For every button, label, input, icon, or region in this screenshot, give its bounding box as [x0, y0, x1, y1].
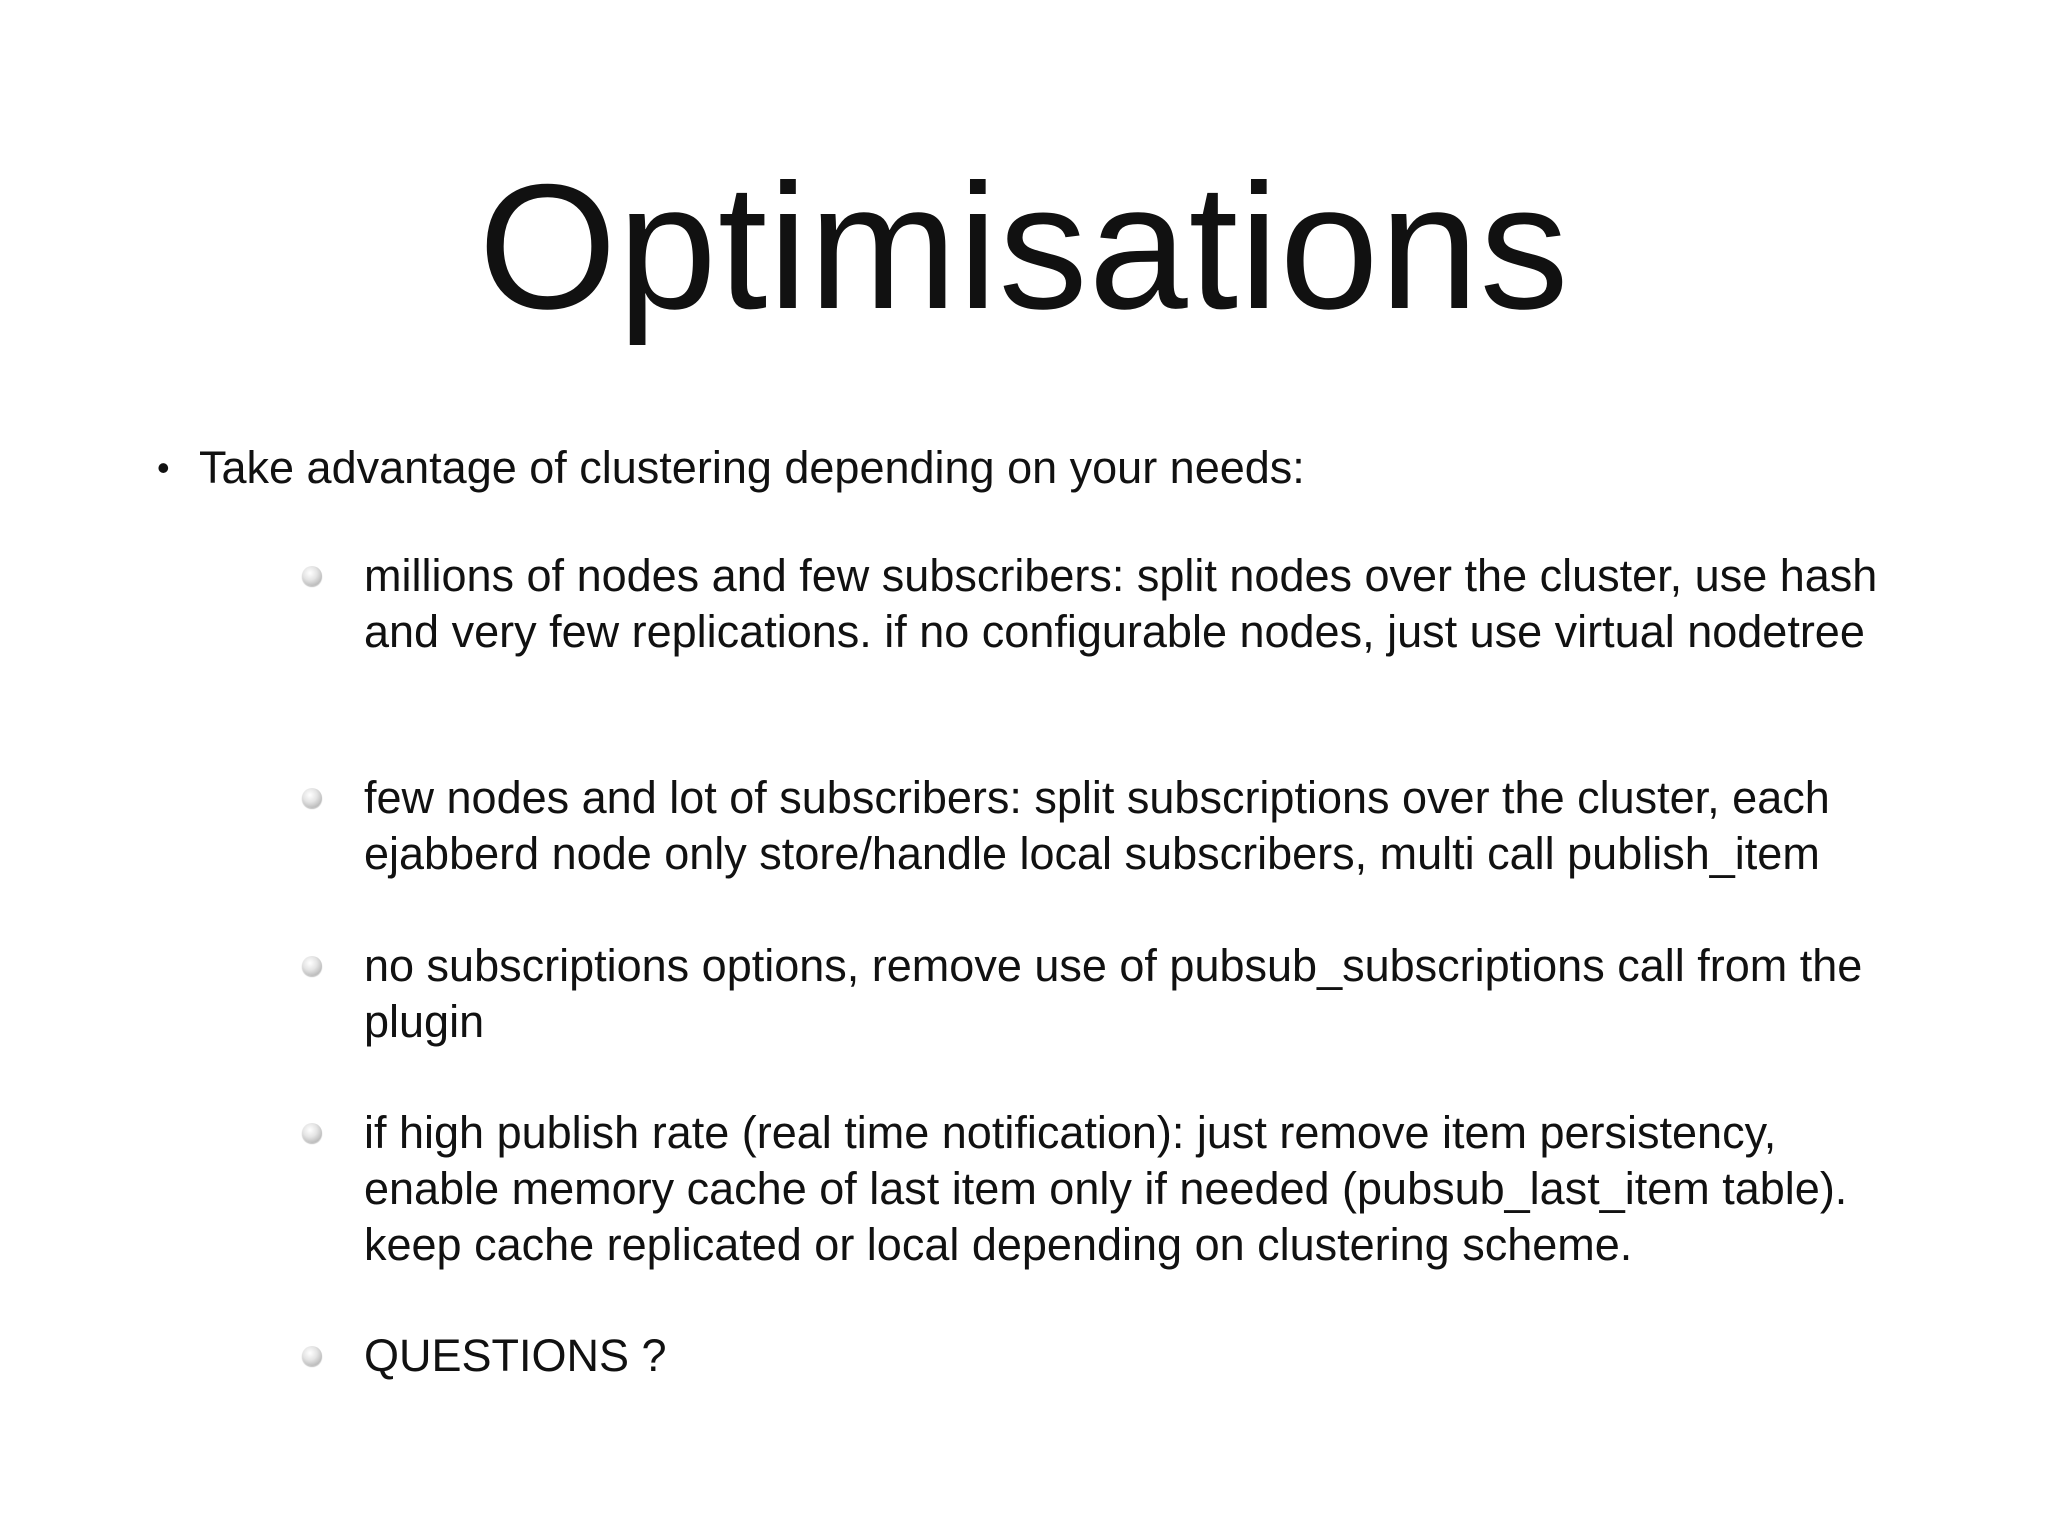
sub-bullet-text: millions of nodes and few subscribers: split nodes over the cluster, use hash and very few replications. if no configurable nodes, just use virtual nodetree	[364, 550, 1878, 657]
slide-title: Optimisations	[478, 147, 1570, 346]
sub-bullet	[302, 1105, 1922, 1273]
sub-bullet-text: few nodes and lot of subscribers: split subscriptions over the cluster, each ejabberd node only store/handle local subscribers, multi call publish_item	[364, 772, 1830, 879]
sub-bullet-text: no subscriptions options, remove use of pubsub_subscriptions call from the plugin	[364, 940, 1863, 1047]
sub-bullet-text: QUESTIONS ?	[364, 1330, 667, 1381]
sub-bullet-text: if high publish rate (real time notification): just remove item persistency, enable memory cache of last item only if needed (pubsub_last_item table). keep cache replicated or local depending on clustering scheme.	[364, 1107, 1848, 1270]
sub-bullet	[302, 770, 1922, 882]
sub-bullet-disc-icon	[302, 788, 322, 808]
sub-bullet-disc-icon	[302, 1346, 322, 1366]
sub-bullet	[302, 1328, 1922, 1384]
bullet-dot-icon: •	[157, 447, 170, 488]
main-bullet	[157, 440, 1937, 496]
sub-bullet-disc-icon	[302, 566, 322, 586]
sub-bullet	[302, 548, 1922, 660]
sub-bullet-disc-icon	[302, 956, 322, 976]
main-bullet-text: Take advantage of clustering depending on your needs:	[199, 442, 1305, 493]
sub-bullet	[302, 938, 1922, 1050]
sub-bullet-disc-icon	[302, 1123, 322, 1143]
